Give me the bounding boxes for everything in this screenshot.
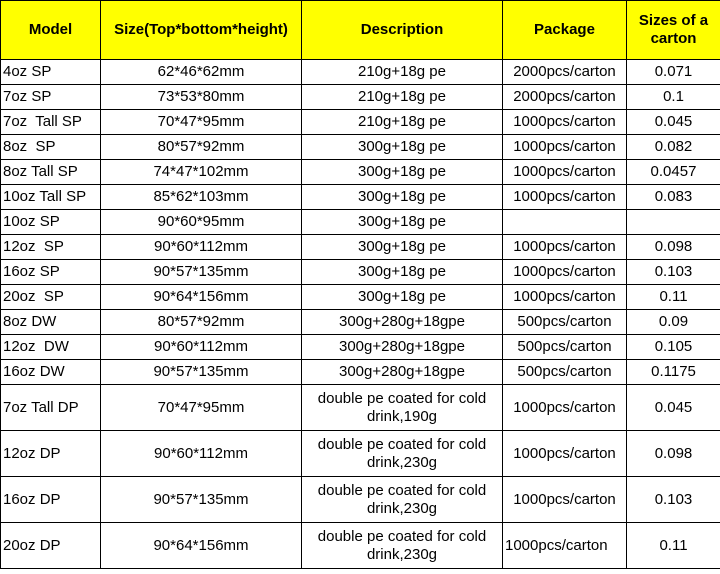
cell-size: 90*57*135mm — [101, 360, 302, 385]
cell-model: 10oz SP — [1, 210, 101, 235]
cell-carton: 0.11 — [627, 285, 720, 310]
cell-size: 73*53*80mm — [101, 85, 302, 110]
cell-package: 1000pcs/carton — [503, 285, 627, 310]
cell-model: 20oz SP — [1, 285, 101, 310]
cell-package: 1000pcs/carton — [503, 160, 627, 185]
cell-package: 1000pcs/carton — [503, 385, 627, 431]
table-row — [1, 85, 720, 110]
cell-package: 1000pcs/carton — [503, 260, 627, 285]
cell-model: 8oz SP — [1, 135, 101, 160]
cell-carton: 0.1 — [627, 85, 720, 110]
table-row — [1, 385, 720, 431]
cell-size: 90*57*135mm — [101, 477, 302, 523]
cell-package: 2000pcs/carton — [503, 60, 627, 85]
cell-package: 1000pcs/carton — [503, 185, 627, 210]
table-row — [1, 431, 720, 477]
cell-package: 1000pcs/carton — [503, 523, 627, 569]
cell-size: 62*46*62mm — [101, 60, 302, 85]
table-row — [1, 110, 720, 135]
cell-description: 300g+18g pe — [302, 160, 503, 185]
cell-description: 300g+280g+18gpe — [302, 360, 503, 385]
cell-carton: 0.098 — [627, 235, 720, 260]
cell-model: 16oz DP — [1, 477, 101, 523]
table-row — [1, 285, 720, 310]
cell-carton: 0.11 — [627, 523, 720, 569]
table-row — [1, 310, 720, 335]
cell-description: double pe coated for cold drink,230g — [302, 477, 503, 523]
cell-size: 90*60*95mm — [101, 210, 302, 235]
header-row — [1, 1, 720, 60]
cell-carton: 0.083 — [627, 185, 720, 210]
header-model: Model — [1, 1, 101, 60]
cell-description: 300g+18g pe — [302, 185, 503, 210]
table-row — [1, 135, 720, 160]
cell-package: 500pcs/carton — [503, 310, 627, 335]
cell-description: 300g+18g pe — [302, 135, 503, 160]
cell-package: 1000pcs/carton — [503, 135, 627, 160]
table-row — [1, 60, 720, 85]
cell-description: double pe coated for cold drink,190g — [302, 385, 503, 431]
cell-model: 4oz SP — [1, 60, 101, 85]
cell-description: 300g+18g pe — [302, 235, 503, 260]
cell-package: 1000pcs/carton — [503, 477, 627, 523]
cell-carton: 0.103 — [627, 477, 720, 523]
cell-carton: 0.071 — [627, 60, 720, 85]
cell-size: 74*47*102mm — [101, 160, 302, 185]
cell-model: 8oz Tall SP — [1, 160, 101, 185]
cell-size: 80*57*92mm — [101, 310, 302, 335]
cell-model: 20oz DP — [1, 523, 101, 569]
cell-size: 90*60*112mm — [101, 335, 302, 360]
table-row — [1, 210, 720, 235]
table-row — [1, 160, 720, 185]
cell-model: 7oz Tall DP — [1, 385, 101, 431]
cell-size: 70*47*95mm — [101, 385, 302, 431]
cell-carton: 0.103 — [627, 260, 720, 285]
cell-package: 1000pcs/carton — [503, 235, 627, 260]
cell-model: 12oz DW — [1, 335, 101, 360]
cell-carton: 0.098 — [627, 431, 720, 477]
cell-package: 1000pcs/carton — [503, 110, 627, 135]
cell-carton: 0.1175 — [627, 360, 720, 385]
cell-description: 300g+18g pe — [302, 285, 503, 310]
cell-carton — [627, 210, 720, 235]
table-row — [1, 185, 720, 210]
table-row — [1, 477, 720, 523]
cell-carton: 0.0457 — [627, 160, 720, 185]
cell-model: 7oz SP — [1, 85, 101, 110]
table-row — [1, 260, 720, 285]
header-description: Description — [302, 1, 503, 60]
cell-carton: 0.105 — [627, 335, 720, 360]
table-row — [1, 360, 720, 385]
cell-description: 300g+280g+18gpe — [302, 310, 503, 335]
cell-description: 300g+18g pe — [302, 210, 503, 235]
header-size: Size(Top*bottom*height) — [101, 1, 302, 60]
cell-size: 90*57*135mm — [101, 260, 302, 285]
cell-model: 12oz DP — [1, 431, 101, 477]
cell-description: 210g+18g pe — [302, 85, 503, 110]
cell-carton: 0.082 — [627, 135, 720, 160]
cell-model: 7oz Tall SP — [1, 110, 101, 135]
cell-package: 500pcs/carton — [503, 335, 627, 360]
cell-package: 2000pcs/carton — [503, 85, 627, 110]
cell-size: 70*47*95mm — [101, 110, 302, 135]
table-row — [1, 523, 720, 569]
cell-size: 90*64*156mm — [101, 523, 302, 569]
cell-carton: 0.09 — [627, 310, 720, 335]
cell-package — [503, 210, 627, 235]
cell-size: 90*60*112mm — [101, 431, 302, 477]
cell-description: double pe coated for cold drink,230g — [302, 431, 503, 477]
cell-description: 300g+280g+18gpe — [302, 335, 503, 360]
cell-model: 10oz Tall SP — [1, 185, 101, 210]
cell-size: 90*60*112mm — [101, 235, 302, 260]
cell-description: double pe coated for cold drink,230g — [302, 523, 503, 569]
table-row — [1, 335, 720, 360]
cell-description: 210g+18g pe — [302, 110, 503, 135]
table-row — [1, 235, 720, 260]
cell-carton: 0.045 — [627, 110, 720, 135]
cell-size: 80*57*92mm — [101, 135, 302, 160]
cell-model: 16oz SP — [1, 260, 101, 285]
cell-model: 12oz SP — [1, 235, 101, 260]
cell-description: 210g+18g pe — [302, 60, 503, 85]
cell-carton: 0.045 — [627, 385, 720, 431]
cell-model: 8oz DW — [1, 310, 101, 335]
header-package: Package — [503, 1, 627, 60]
cell-description: 300g+18g pe — [302, 260, 503, 285]
cell-size: 85*62*103mm — [101, 185, 302, 210]
cell-size: 90*64*156mm — [101, 285, 302, 310]
cell-package: 500pcs/carton — [503, 360, 627, 385]
cell-model: 16oz DW — [1, 360, 101, 385]
header-carton: Sizes of a carton — [627, 1, 720, 60]
cell-package: 1000pcs/carton — [503, 431, 627, 477]
